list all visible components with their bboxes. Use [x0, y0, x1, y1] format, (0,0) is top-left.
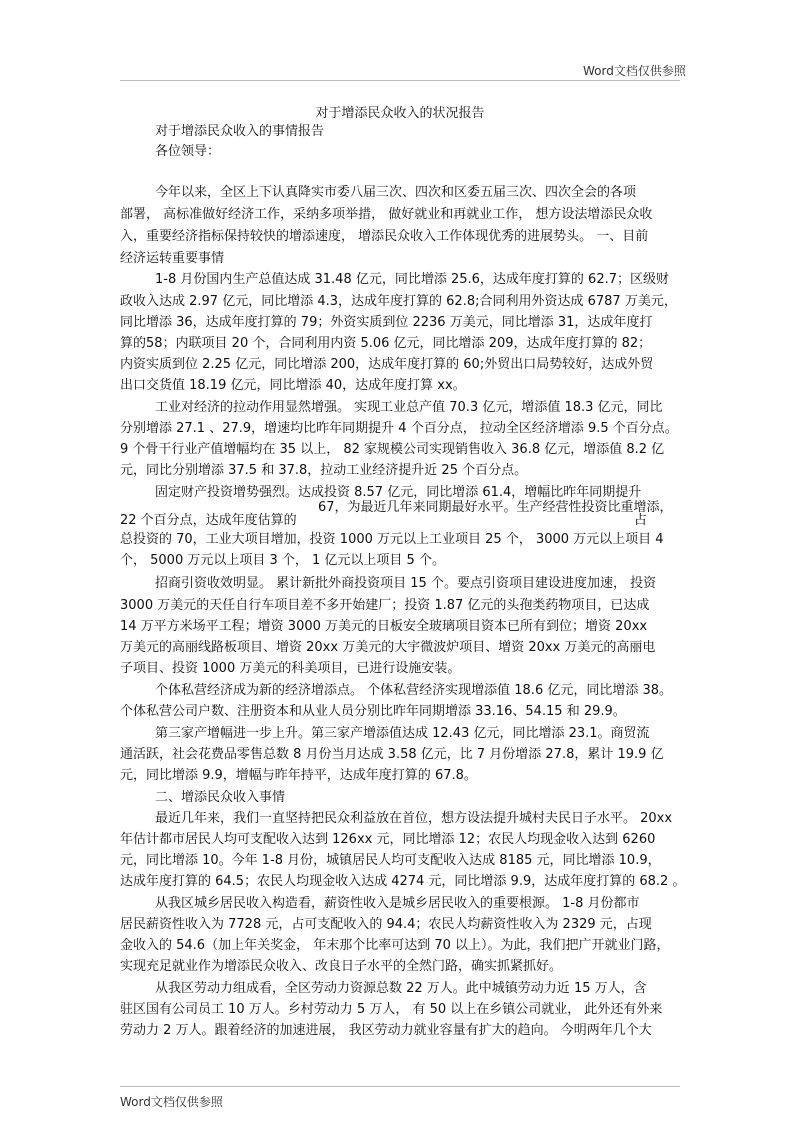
body-line: 招商引资收效明显。 累计新批外商投资项目 15 个。要点引资项目建设进度加速， 投资	[155, 576, 657, 591]
body-line: 年估计都市居民人均可支配收入达到 126xx 元，同比增添 12；农民人均现金收入达到 6260	[120, 832, 656, 847]
body-line: 万美元的高丽线路板项目、增资 20xx 万美元的大宇微波炉项目、增资 20xx 万美元的高丽电	[120, 640, 656, 655]
body-line: 居民薪资性收入为 7728 元，占可支配收入的 94.4；农民人均薪资性收入为 2329 元，占现	[120, 917, 652, 932]
body-line: 元，同比分别增添 37.5 和 37.8，拉动工业经济提升近 25 个百分点。	[120, 463, 528, 478]
body-line: 出口交货值 18.19 亿元，同比增添 40，达成年度打算 xx。	[120, 378, 466, 393]
page-title: 对于增添民众收入的状况报告	[315, 106, 485, 121]
header-rule	[120, 80, 680, 81]
body-line: 从我区城乡居民收入构造看，薪资性收入是城乡居民收入的重要根源。 1-8 月份都市	[155, 896, 640, 911]
body-line: 占	[634, 513, 648, 528]
body-line: 达成年度打算的 64.5；农民人均现金收入达成 4274 元，同比增添 9.9，达成年度打算的 68.2 。	[120, 874, 686, 889]
body-line: 分别增添 27.1 、27.9，增速均比昨年同期提升 4 个百分点， 拉动全区经济增添 9.5 个百分点。	[120, 421, 678, 436]
body-line: 第三家产增幅进一步上升。第三家产增添值达成 12.43 亿元，同比增添 23.1。商贸流	[155, 726, 650, 741]
body-line: 个体私营公司户数、注册资本和从业人员分别比昨年同期增添 33.16、54.15 和 29.9。	[120, 704, 626, 719]
body-line: 今年以来，全区上下认真降实市委八届三次、四次和区委五届三次、四次全会的各项	[155, 185, 637, 200]
body-line: 实现充足就业作为增添民众收入、改良日子水平的全然门路，确实抓紧抓好。	[120, 959, 563, 974]
body-line: 工业对经济的拉动作用显然增强。 实现工业总产值 70.3 亿元，增添值 18.3 亿元，同比	[155, 400, 663, 415]
body-line: 个体私营经济成为新的经济增添点。 个体私营经济实现增添值 18.6 亿元，同比增添 38。	[155, 683, 673, 698]
body-line: 算的58；内联项目 20 个，合同利用内资 5.06 亿元，同比增添 209，达成年度打算的 82；	[120, 336, 652, 351]
body-line: 劳动力 2 万人。跟着经济的加速进展， 我区劳动力就业容量有扩大的趋向。 今明两年几个大	[120, 1023, 652, 1038]
body-line: 同比增添 36，达成年度打算的 79；外资实质到位 2236 万美元，同比增添 31，达成年度打	[120, 315, 653, 330]
body-line: 金收入的 54.6（加上年关奖金， 年末那个比率可达到 70 以上）。为此，我们把广开就业门路，	[120, 938, 670, 953]
footer-rule	[120, 1086, 680, 1087]
section-heading: 二、增添民众收入事情	[155, 790, 286, 805]
subtitle-line: 对于增添民众收入的事情报告	[155, 124, 325, 139]
body-line: 内资实质到位 2.25 亿元，同比增添 200，达成年度打算的 60;外贸出口局势较好，达成外贸	[120, 357, 654, 372]
body-line: 67，为最近几年来同期最好水平。生产经营性投资比重增添，	[318, 500, 673, 515]
body-line: 部署， 高标准做好经济工作，采纳多项举措， 做好就业和再就业工作， 想方设法增添民众收	[120, 207, 653, 222]
body-line: 固定财产投资增势强烈。达成投资 8.57 亿元，同比增添 61.4，增幅比昨年同期提升	[155, 485, 642, 500]
body-line: 元，同比增添 9.9，增幅与昨年持平，达成年度打算的 67.8。	[120, 768, 477, 783]
body-line: 22 个百分点，达成年度估算的	[120, 513, 297, 528]
body-line: 元，同比增添 10。今年 1-8 月份，城镇居民人均可支配收入达成 8185 元，同比增添 10.9，	[120, 853, 661, 868]
body-line: 驻区国有公司员工 10 万人。乡村劳动力 5 万人， 有 50 以上在乡镇公司就业， 此外还有外来	[120, 1002, 663, 1017]
body-line: 最近几年来，我们一直坚持把民众利益放在首位，想方设法提升城村夫民日子水平。 20xx	[155, 811, 673, 826]
body-line: 从我区劳动力组成看，全区劳动力资源总数 22 万人。此中城镇劳动力近 15 万人，含	[155, 981, 647, 996]
body-line: 总投资的 70，工业大项目增加，投资 1000 万元以上工业项目 25 个， 3000 万元以上项目 4	[120, 532, 664, 547]
salutation-line: 各位领导：	[155, 144, 221, 159]
body-line: 入，重要经济指标保持较快的增添速度， 增添民众收入工作体现优秀的进展势头。 一、目前	[120, 229, 649, 244]
body-line: 个， 5000 万元以上项目 3 个， 1 亿元以上项目 5 个。	[120, 553, 445, 568]
body-line: 子项目、投资 1000 万美元的科美项目，已进行设施安装。	[120, 661, 461, 676]
body-line: 通活跃，社会花费品零售总数 8 月份当月达成 3.58 亿元，比 7 月份增添 27.8，累计 19.9 亿	[120, 747, 664, 762]
body-line: 3000 万美元的天任自行车项目差不多开始建厂；投资 1.87 亿元的头孢类药物项目，已达成	[120, 598, 650, 613]
header-note: Word文档仅供参照	[583, 64, 686, 78]
body-line: 1-8 月份国内生产总值达成 31.48 亿元，同比增添 25.6，达成年度打算的 62.7；区级财	[155, 272, 670, 287]
body-line: 14 万平方米场平工程；增资 3000 万美元的日板安全玻璃项目资本已所有到位；增资 20xx	[120, 619, 648, 634]
body-line: 政收入达成 2.97 亿元，同比增添 4.3，达成年度打算的 62.8;合同利用外资达成 6787 万美元，	[120, 294, 677, 309]
body-line: 9 个骨干行业产值增幅均在 35 以上， 82 家规模公司实现销售收入 36.8 亿元，增添值 8.2 亿	[120, 442, 665, 457]
body-line: 经济运转重要事情	[120, 251, 225, 266]
footer-note: Word文档仅供参照	[120, 1095, 223, 1109]
